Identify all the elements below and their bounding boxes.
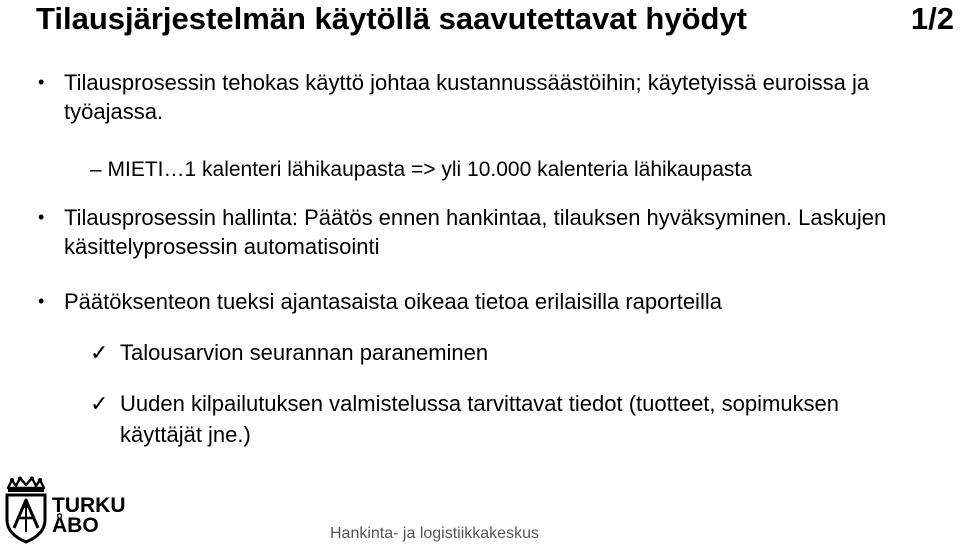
logo-wordmark (52, 496, 126, 536)
turku-logo (0, 474, 140, 546)
bullet-item-decision-support (38, 287, 928, 316)
slide-title-bar (0, 0, 960, 40)
bullet-icon: • (38, 291, 45, 311)
checkmark-icon: ✓ (90, 391, 109, 416)
turku-coat-of-arms-icon (2, 476, 50, 544)
check-text: Talousarvion seurannan paraneminen (120, 340, 489, 365)
bullet-item-cost-savings (38, 68, 928, 126)
bullet-icon: • (38, 207, 45, 227)
checkmark-icon: ✓ (90, 340, 109, 365)
logo-line-abo: ÅBO (52, 514, 99, 537)
slide-title: Tilausjärjestelmän käytöllä saavutettavat hyödyt (36, 1, 748, 36)
bullet-text: Tilausprosessin tehokas käyttö johtaa kustannussäästöihin; käytetyissä euroissa ja työajassa. (64, 70, 870, 124)
logo-line-turku: TURKU (52, 494, 126, 517)
check-text: Uuden kilpailutuksen valmistelussa tarvittavat tiedot (tuotteet, sopimuksen käyttäjät jne.) (120, 391, 840, 447)
sub-item-think: – MIETI…1 kalenteri lähikaupasta => yli 10.000 kalenteria lähikaupasta (90, 158, 752, 181)
bullet-text: Päätöksenteon tueksi ajantasaista oikeaa tietoa erilaisilla raporteilla (64, 289, 722, 314)
bullet-text: Tilausprosessin hallinta: Päätös ennen hankintaa, tilauksen hyväksyminen. Laskujen käsittelyprosessin automatisointi (64, 205, 887, 259)
bullet-icon: • (38, 72, 45, 92)
check-item-tender-preparation (90, 388, 920, 450)
page-indicator: 1/2 (910, 1, 954, 36)
check-item-budget (90, 337, 920, 368)
bullet-item-process-management (38, 203, 928, 261)
footer-text: Hankinta- ja logistiikkakeskus (330, 525, 539, 542)
